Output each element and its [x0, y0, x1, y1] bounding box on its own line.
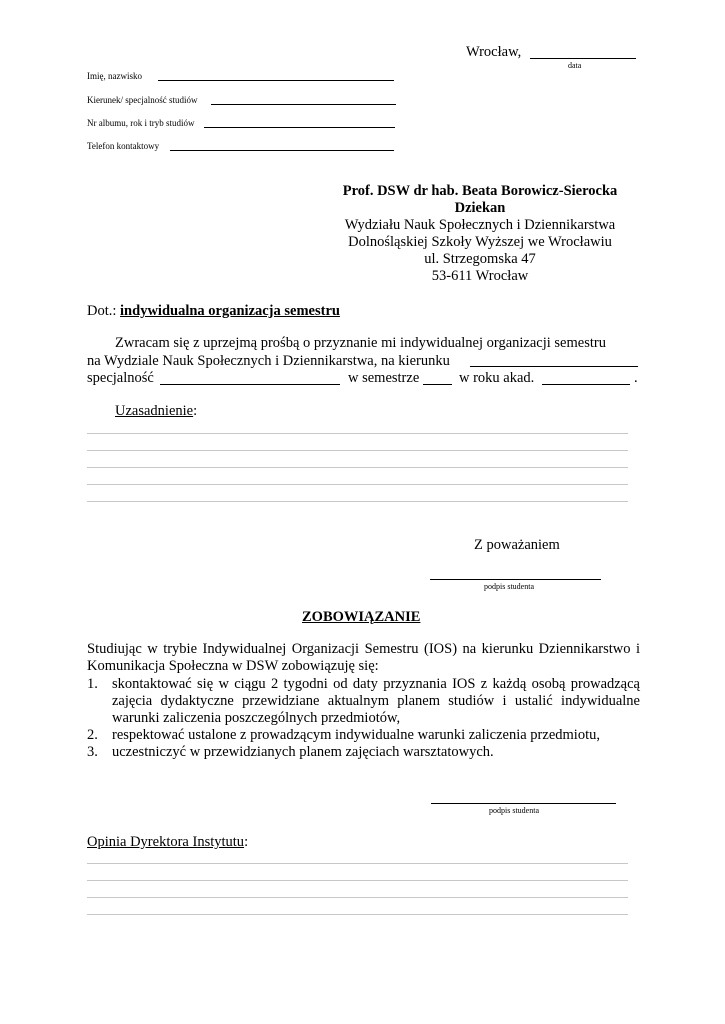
justification-line[interactable]	[87, 433, 628, 434]
date-caption: data	[568, 61, 582, 70]
justification-line[interactable]	[87, 501, 628, 502]
subject-line	[87, 303, 340, 320]
justification-line[interactable]	[87, 450, 628, 451]
recipient-school: Dolnośląskiej Szkoły Wyższej we Wrocławiu	[348, 234, 612, 250]
student-signature-caption-1: podpis studenta	[484, 582, 534, 591]
rok-akad-label: w roku akad.	[459, 370, 535, 386]
album-number-label: Nr albumu, rok i tryb studiów	[87, 118, 195, 128]
opinion-line[interactable]	[87, 897, 628, 898]
specjalnosc-label: specjalność	[87, 370, 154, 386]
opinion-line[interactable]	[87, 914, 628, 915]
student-signature-line-2[interactable]	[431, 803, 616, 804]
regards-text: Z poważaniem	[474, 537, 560, 553]
student-signature-line-1[interactable]	[430, 579, 601, 580]
opinion-colon: :	[244, 834, 249, 850]
subject-prefix: Dot.:	[87, 303, 117, 319]
field-of-study-field[interactable]	[211, 104, 396, 105]
opinion-heading	[87, 834, 248, 851]
commitment-item-number: 2.	[87, 727, 98, 743]
recipient-postal: 53-611 Wrocław	[431, 268, 529, 284]
field-of-study-label: Kierunek/ specjalność studiów	[87, 95, 198, 105]
student-signature-caption-2: podpis studenta	[489, 806, 539, 815]
commitment-intro: Studiując w trybie Indywidualnej Organizacji Semestru (IOS) na kierunku Dziennikarstwo i Komunikacja Społeczna w DSW zobowiązuję się:	[87, 641, 640, 674]
semestr-label: w semestrze	[348, 370, 420, 386]
semestr-field[interactable]	[423, 384, 452, 385]
rok-akad-field[interactable]	[542, 384, 630, 385]
name-field[interactable]	[158, 80, 394, 81]
justification-colon: :	[193, 403, 198, 419]
justification-line[interactable]	[87, 467, 628, 468]
date-input-line[interactable]	[530, 58, 636, 59]
recipient-street: ul. Strzegomska 47	[424, 251, 536, 267]
recipient-block	[320, 183, 640, 285]
justification-line[interactable]	[87, 484, 628, 485]
request-end-period: .	[634, 370, 638, 386]
justification-label: Uzasadnienie	[115, 403, 194, 419]
recipient-title: Dziekan	[454, 200, 506, 216]
name-label: Imię, nazwisko	[87, 71, 142, 81]
commitment-item	[87, 744, 640, 761]
recipient-name: Prof. DSW dr hab. Beata Borowicz-Sierocka	[342, 183, 618, 199]
phone-field[interactable]	[170, 150, 394, 151]
phone-label: Telefon kontaktowy	[87, 141, 160, 151]
subject-text: indywidualna organizacja semestru	[120, 303, 340, 319]
request-line-2: na Wydziale Nauk Społecznych i Dziennikarstwa, na kierunku	[87, 353, 450, 369]
commitment-item-text: skontaktować się w ciągu 2 tygodni od daty przyznania IOS z każdą osobą prowadzącą zajęcia dydaktyczne przewidziane aktualnym planem studiów i ustalić indywidualne warunki zaliczenia poszczególnych przedmiotów,	[112, 676, 640, 726]
opinion-line[interactable]	[87, 880, 628, 881]
commitment-item-text: respektować ustalone z prowadzącym indywidualne warunki zaliczenia przedmiotu,	[112, 727, 600, 743]
album-number-field[interactable]	[204, 127, 395, 128]
city-label: Wrocław,	[466, 44, 522, 60]
recipient-faculty: Wydziału Nauk Społecznych i Dziennikarstwa	[344, 217, 616, 233]
opinion-line[interactable]	[87, 863, 628, 864]
justification-heading	[115, 403, 197, 420]
commitment-item-number: 1.	[87, 676, 98, 692]
commitment-list	[87, 676, 640, 761]
commitment-item-number: 3.	[87, 744, 98, 760]
commitment-item	[87, 727, 640, 744]
commitment-item-text: uczestniczyć w przewidzianych planem zajęciach warsztatowych.	[112, 744, 494, 760]
commitment-title: ZOBOWIĄZANIE	[302, 609, 421, 625]
opinion-label: Opinia Dyrektora Instytutu	[87, 834, 245, 850]
kierunek-field[interactable]	[470, 366, 638, 367]
specjalnosc-field[interactable]	[160, 384, 340, 385]
request-line-1: Zwracam się z uprzejmą prośbą o przyznanie mi indywidualnej organizacji semestru	[115, 335, 606, 351]
commitment-item	[87, 676, 640, 727]
